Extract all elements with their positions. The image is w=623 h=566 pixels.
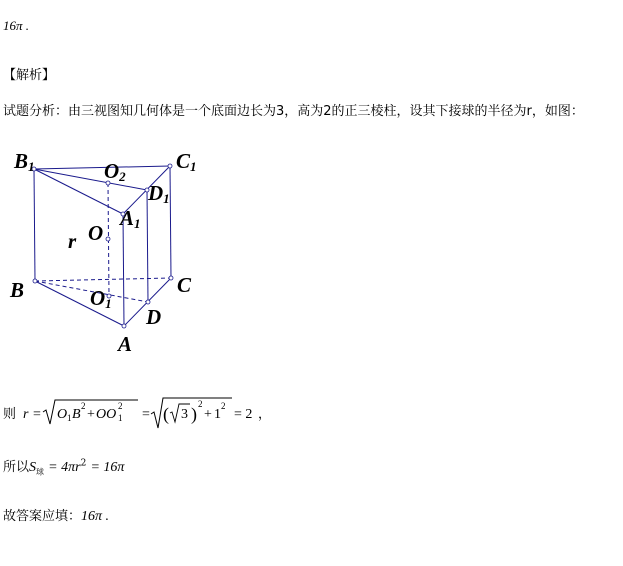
label-a: A xyxy=(118,332,133,356)
svg-text:O: O xyxy=(57,407,68,422)
point-o xyxy=(106,237,110,241)
prism-figure xyxy=(0,140,240,370)
svg-text:+: + xyxy=(87,407,95,422)
edge-b1-c1 xyxy=(34,166,170,169)
answer-line: 16π . xyxy=(3,18,30,33)
label-b: B xyxy=(10,278,25,302)
label-o1: O1 xyxy=(90,286,112,311)
edge-c1-c xyxy=(170,166,171,278)
edge-b1-d1 xyxy=(34,169,147,190)
svg-text:2: 2 xyxy=(118,401,123,411)
svg-text:2: 2 xyxy=(198,399,203,409)
final-label: 故答案应填： xyxy=(3,509,82,524)
svg-text:B: B xyxy=(72,407,81,422)
label-b1: B1 xyxy=(14,149,35,174)
analysis-text: 试题分析：由三视图知几何体是一个底面边长为3，高为2的正三棱柱，设其下接球的半径为r，如图： xyxy=(3,104,584,119)
label-c: C xyxy=(177,273,192,297)
label-o: O xyxy=(88,221,104,245)
formula1-eq: = xyxy=(33,407,41,422)
svg-text:+: + xyxy=(204,407,212,422)
section-title: 【解析】 xyxy=(3,68,56,83)
label-a1: A1 xyxy=(120,206,141,231)
svg-text:= 2: = 2 xyxy=(234,407,253,422)
label-c1: C1 xyxy=(176,149,197,174)
formula2-sq: 2 xyxy=(80,458,87,469)
formula2-rest: = 4πr xyxy=(48,460,81,475)
edge-b-c-hidden xyxy=(35,278,171,281)
formula2-s: S xyxy=(29,460,37,475)
formula-surface-area xyxy=(3,456,124,478)
formula2-prefix: 所以 xyxy=(3,460,30,475)
point-c xyxy=(169,276,173,280)
svg-text:1: 1 xyxy=(214,407,221,422)
final-answer-line xyxy=(3,505,109,525)
svg-text:): ) xyxy=(191,404,197,424)
formula-radius xyxy=(0,395,300,435)
label-r: r xyxy=(68,229,77,253)
formula1-r: r xyxy=(23,407,29,422)
svg-text:3: 3 xyxy=(181,407,188,422)
svg-text:，: ， xyxy=(258,407,272,422)
svg-text:=: = xyxy=(142,407,150,422)
svg-text:(: ( xyxy=(163,404,169,424)
svg-text:1: 1 xyxy=(118,413,123,423)
formula1-prefix: 则 xyxy=(3,407,17,422)
final-value: 16π . xyxy=(81,509,110,524)
point-d xyxy=(146,300,150,304)
edge-b1-b xyxy=(34,169,35,281)
svg-text:2: 2 xyxy=(221,401,226,411)
edge-d1-d xyxy=(147,190,148,302)
formula2-s-sub: 球 xyxy=(36,467,45,477)
svg-text:OO: OO xyxy=(96,407,117,422)
edge-a1-a xyxy=(123,214,124,326)
point-b xyxy=(33,279,37,283)
point-a xyxy=(122,324,126,328)
svg-text:2: 2 xyxy=(81,401,86,411)
label-d1: D1 xyxy=(148,181,170,206)
label-o2: O2 xyxy=(104,159,126,184)
label-d: D xyxy=(146,305,162,329)
point-c1 xyxy=(168,164,172,168)
svg-text:1: 1 xyxy=(67,413,72,423)
formula2-result: = 16π xyxy=(90,460,125,475)
